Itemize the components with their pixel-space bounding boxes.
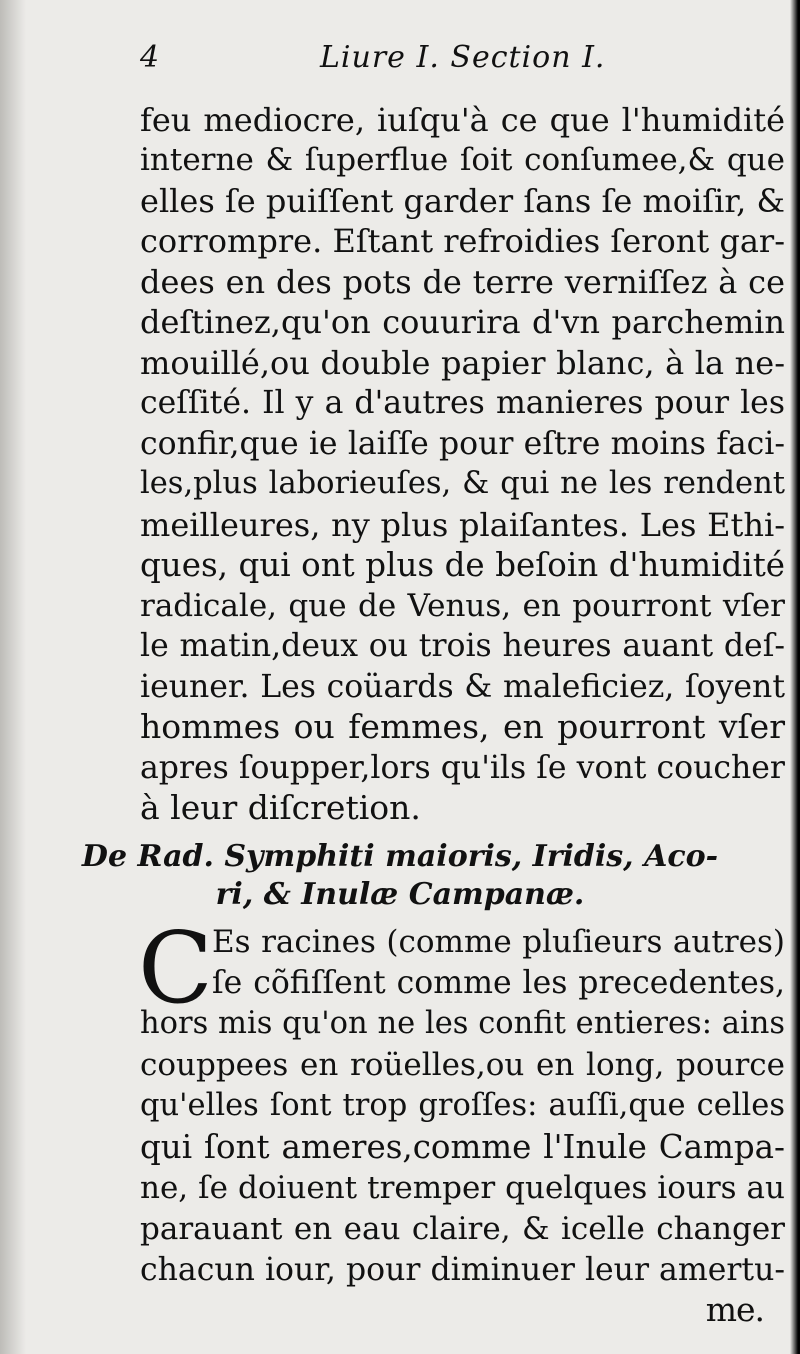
text-line: couppees en roüelles,ou en long, pource — [140, 1047, 785, 1083]
text-line: Es racines (comme pluſieurs autres) — [212, 924, 785, 960]
text-line: chacun iour, pour diminuer leur amertu- — [140, 1252, 785, 1288]
text-line: deſtinez,qu'on couurira d'vn parchemin — [140, 303, 785, 341]
text-line: hors mis qu'on ne les confit entieres: ains — [140, 1006, 785, 1041]
text-line: hommes ou femmes, en pourront vſer — [140, 707, 785, 746]
page-number: 4 — [140, 40, 160, 75]
text-line: corrompre. Eſtant refroidies ſeront gar- — [140, 222, 786, 260]
text-line: parauant en eau claire, & icelle changer — [140, 1211, 785, 1247]
text-line: le matin,deux ou trois heures auant deſ- — [140, 628, 785, 664]
text-line: à leur diſcretion. — [140, 788, 421, 827]
section-heading: De Rad. Symphiti maioris, Iridis, Aco- — [81, 839, 719, 874]
scan-edge — [790, 0, 800, 1354]
text-line: meilleures, ny plus plaiſantes. Les Ethi- — [140, 506, 785, 544]
drop-capital: C — [138, 912, 213, 1026]
text-line: ques, qui ont plus de beſoin d'humidité — [140, 546, 785, 584]
text-line: interne & ſuperflue ſoit conſumee,& que — [140, 142, 785, 178]
text-line: elles ſe puiſſent garder ſans ſe moiſir, & — [140, 182, 785, 220]
text-line: mouillé,ou double papier blanc, à la ne- — [140, 344, 785, 382]
text-line: radicale, que de Venus, en pourront vſer — [140, 588, 785, 624]
text-line: qu'elles ſont trop groſſes: auſſi,que celles — [140, 1088, 785, 1123]
text-line: dees en des pots de terre verniſſez à ce — [140, 263, 785, 301]
text-line: confir,que ie laiſſe pour eſtre moins faci- — [140, 426, 785, 462]
running-title: Liure I. Section I. — [320, 40, 606, 75]
text-line: ieuner. Les coüards & maleficiez, ſoyent — [140, 669, 785, 705]
text-line: ne, ſe doiuent tremper quelques iours au — [140, 1170, 785, 1206]
catchword: me. — [705, 1290, 764, 1329]
text-line: qui ſont ameres,comme l'Inule Campa- — [140, 1128, 785, 1166]
section-heading: ri, & Inulæ Campanæ. — [215, 877, 585, 912]
text-line: les,plus laborieuſes, & qui ne les rendent — [140, 466, 785, 501]
text-line: ceſſité. Il y a d'autres manieres pour les — [140, 385, 785, 421]
running-head — [140, 40, 780, 90]
text-line: apres ſoupper,lors qu'ils ſe vont coucher — [140, 750, 785, 786]
text-line: ſe cõfiſſent comme les precedentes, — [212, 965, 785, 1001]
text-line: feu mediocre, iuſqu'à ce que l'humidité — [140, 101, 785, 139]
